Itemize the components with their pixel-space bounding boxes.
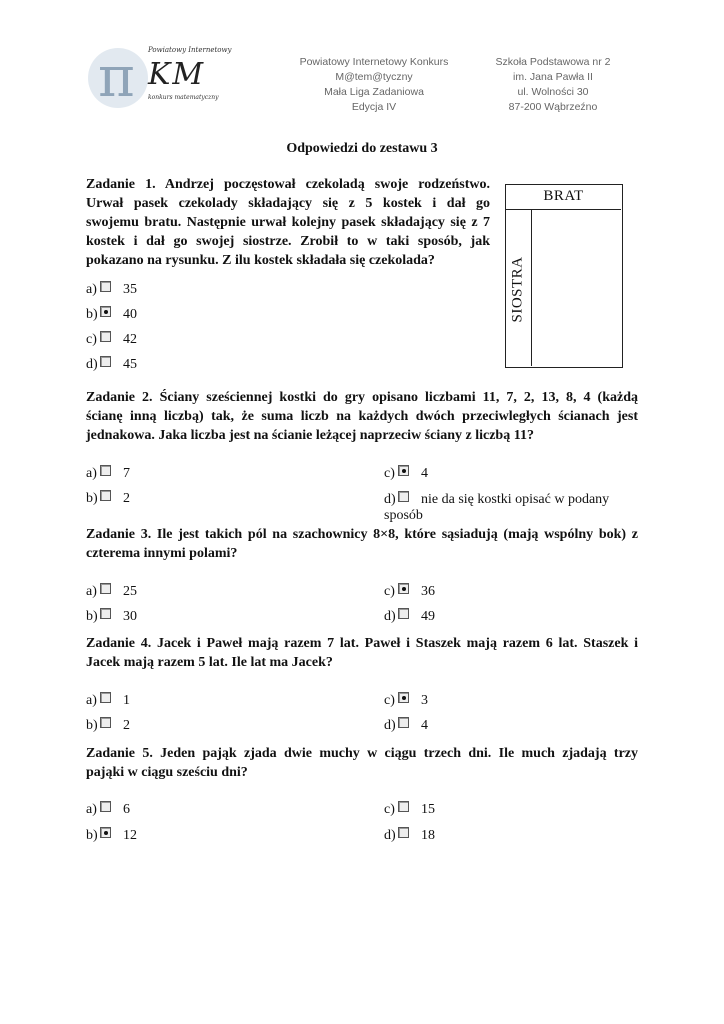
question-line: jednakowa. Jaka liczba jest na ścianie leżącej naprzeciw ściany z liczbą 11? — [86, 428, 534, 443]
header-line: Edycja IV — [351, 101, 397, 113]
option-text: 18 — [421, 828, 435, 843]
question-line: Jacek mają razem 5 lat. Ile lat ma Jacek? — [86, 655, 333, 670]
question-line: swojemu bratu. Następnie urwał kolejny pasek składający się z 7 — [86, 215, 490, 230]
answer-option[interactable] — [384, 826, 435, 846]
radio-button[interactable] — [100, 608, 111, 619]
radio-button-selected[interactable] — [398, 692, 409, 703]
question-line: Zadanie 5. Jeden pająk zjada dwie muchy w ciągu trzech dni. Ile much zjadają trzy — [86, 746, 638, 761]
figure-label-siostra: SIOSTRA — [509, 256, 526, 323]
question-1-options — [86, 280, 137, 375]
radio-button[interactable] — [100, 801, 111, 812]
radio-button[interactable] — [100, 356, 111, 367]
option-label: b) — [86, 609, 98, 624]
chocolate-figure — [505, 184, 623, 368]
option-label: a) — [86, 693, 97, 708]
answer-option[interactable] — [86, 800, 130, 820]
option-text: 7 — [123, 466, 130, 481]
header-school-info — [488, 55, 618, 115]
header-line: 87-200 Wąbrzeźno — [508, 101, 598, 113]
radio-button-selected[interactable] — [100, 827, 111, 838]
option-label: b) — [86, 491, 98, 506]
question-2-text — [86, 388, 638, 464]
answer-option[interactable] — [86, 826, 137, 846]
option-label: c) — [384, 693, 395, 708]
radio-button[interactable] — [100, 331, 111, 342]
radio-button-selected[interactable] — [398, 465, 409, 476]
answer-option[interactable] — [86, 691, 130, 711]
radio-button-selected[interactable] — [100, 306, 111, 317]
logo-script-top: Powiatowy Internetowy — [148, 46, 232, 54]
pi-icon: π — [98, 45, 135, 110]
header-contest-info — [284, 55, 464, 115]
answer-option[interactable] — [384, 464, 428, 484]
question-5-text — [86, 744, 638, 801]
question-line: ścianę inną liczbą) tak, że suma liczb na każdych dwóch przeciwległych ścianach jest — [86, 409, 638, 424]
answer-option[interactable] — [86, 280, 137, 300]
option-text: 36 — [421, 584, 435, 599]
option-text: 45 — [123, 357, 137, 372]
option-text: 4 — [421, 466, 428, 481]
radio-button-selected[interactable] — [398, 583, 409, 594]
header-line: Mała Liga Zadaniowa — [324, 86, 424, 98]
option-text: 4 — [421, 718, 428, 733]
question-line: Zadanie 2. Ściany sześciennej kostki do gry opisano liczbami 11, 7, 2, 13, 8, 4 (każdą — [86, 390, 638, 405]
answer-option[interactable] — [384, 800, 435, 820]
answer-option[interactable] — [86, 305, 137, 325]
option-text: 42 — [123, 332, 137, 347]
option-text: 2 — [123, 718, 130, 733]
option-label: b) — [86, 828, 98, 843]
logo-script-bottom: konkurs matematyczny — [148, 94, 219, 101]
answer-option[interactable] — [384, 691, 428, 711]
option-label: a) — [86, 466, 97, 481]
option-label: c) — [86, 332, 97, 347]
option-text: 12 — [123, 828, 137, 843]
answer-option[interactable] — [86, 489, 130, 509]
option-label: b) — [86, 718, 98, 733]
radio-button[interactable] — [398, 717, 409, 728]
question-1-text — [86, 175, 490, 289]
radio-button[interactable] — [398, 801, 409, 812]
option-label: d) — [384, 828, 396, 843]
figure-divider-horizontal — [506, 209, 621, 210]
header-line: ul. Wolności 30 — [517, 86, 589, 98]
figure-label-brat: BRAT — [543, 188, 584, 204]
option-label: a) — [86, 584, 97, 599]
question-line: pokazano na rysunku. Z ilu kostek składała się czekolada? — [86, 253, 435, 268]
option-text: 49 — [421, 609, 435, 624]
option-text: 30 — [123, 609, 137, 624]
radio-button[interactable] — [100, 583, 111, 594]
answer-option[interactable] — [384, 607, 435, 627]
question-line: Zadanie 4. Jacek i Paweł mają razem 7 lat. Paweł i Staszek mają razem 6 lat. Staszek i — [86, 636, 638, 651]
answer-option[interactable] — [384, 491, 634, 524]
option-label: d) — [384, 609, 396, 624]
radio-button[interactable] — [100, 490, 111, 501]
question-line: czterema innymi polami? — [86, 546, 238, 561]
question-line: Urwał pasek czekolady składający się z 5 kostek i dał go — [86, 196, 490, 211]
option-text: 15 — [421, 802, 435, 817]
option-text: 25 — [123, 584, 137, 599]
radio-button[interactable] — [100, 465, 111, 476]
question-line: kostek i dał go swojej siostrze. Zrobił to w taki sposób, jak — [86, 234, 490, 249]
page-title: Odpowiedzi do zestawu 3 — [286, 141, 438, 156]
question-4-text — [86, 634, 638, 691]
radio-button[interactable] — [100, 692, 111, 703]
header-line: Powiatowy Internetowy Konkurs — [299, 56, 449, 68]
option-text: nie da się kostki opisać w podany — [421, 492, 610, 507]
question-line: Zadanie 3. Ile jest takich pól na szachownicy 8×8, które sąsiadują (mają wspólny bok) z — [86, 527, 638, 542]
answer-option[interactable] — [384, 716, 428, 736]
option-label: a) — [86, 282, 97, 297]
answer-option[interactable] — [384, 582, 435, 602]
option-label: b) — [86, 307, 98, 322]
header-line: M@tem@tyczny — [335, 71, 413, 83]
option-text: 6 — [123, 802, 130, 817]
question-3-text — [86, 525, 638, 582]
radio-button[interactable] — [398, 491, 409, 502]
option-text-continued: sposób — [384, 508, 423, 523]
logo — [86, 44, 236, 114]
question-line: pająki w ciągu sześciu dni? — [86, 765, 248, 780]
option-label: d) — [86, 357, 98, 372]
option-text: 1 — [123, 693, 130, 708]
header-line: Szkoła Podstawowa nr 2 — [495, 56, 611, 68]
option-label: c) — [384, 802, 395, 817]
answer-option[interactable] — [86, 464, 130, 484]
option-label: d) — [384, 718, 396, 733]
logo-letters: KM — [148, 57, 206, 92]
header-line: im. Jana Pawła II — [513, 71, 593, 83]
figure-divider-vertical — [531, 209, 532, 366]
option-text: 40 — [123, 307, 137, 322]
radio-button[interactable] — [100, 717, 111, 728]
option-text: 35 — [123, 282, 137, 297]
radio-button[interactable] — [398, 827, 409, 838]
answer-option[interactable] — [86, 607, 137, 627]
option-text: 2 — [123, 491, 130, 506]
answer-option[interactable] — [86, 582, 137, 602]
option-label: c) — [384, 584, 395, 599]
question-line: Zadanie 1. Andrzej poczęstował czekoladą swoje rodzeństwo. — [86, 177, 490, 192]
answer-option[interactable] — [86, 330, 137, 350]
radio-button[interactable] — [100, 281, 111, 292]
answer-option[interactable] — [86, 355, 137, 375]
option-text: 3 — [421, 693, 428, 708]
radio-button[interactable] — [398, 608, 409, 619]
option-label: c) — [384, 466, 395, 481]
answer-option[interactable] — [86, 716, 130, 736]
option-label: a) — [86, 802, 97, 817]
option-label: d) — [384, 492, 396, 507]
